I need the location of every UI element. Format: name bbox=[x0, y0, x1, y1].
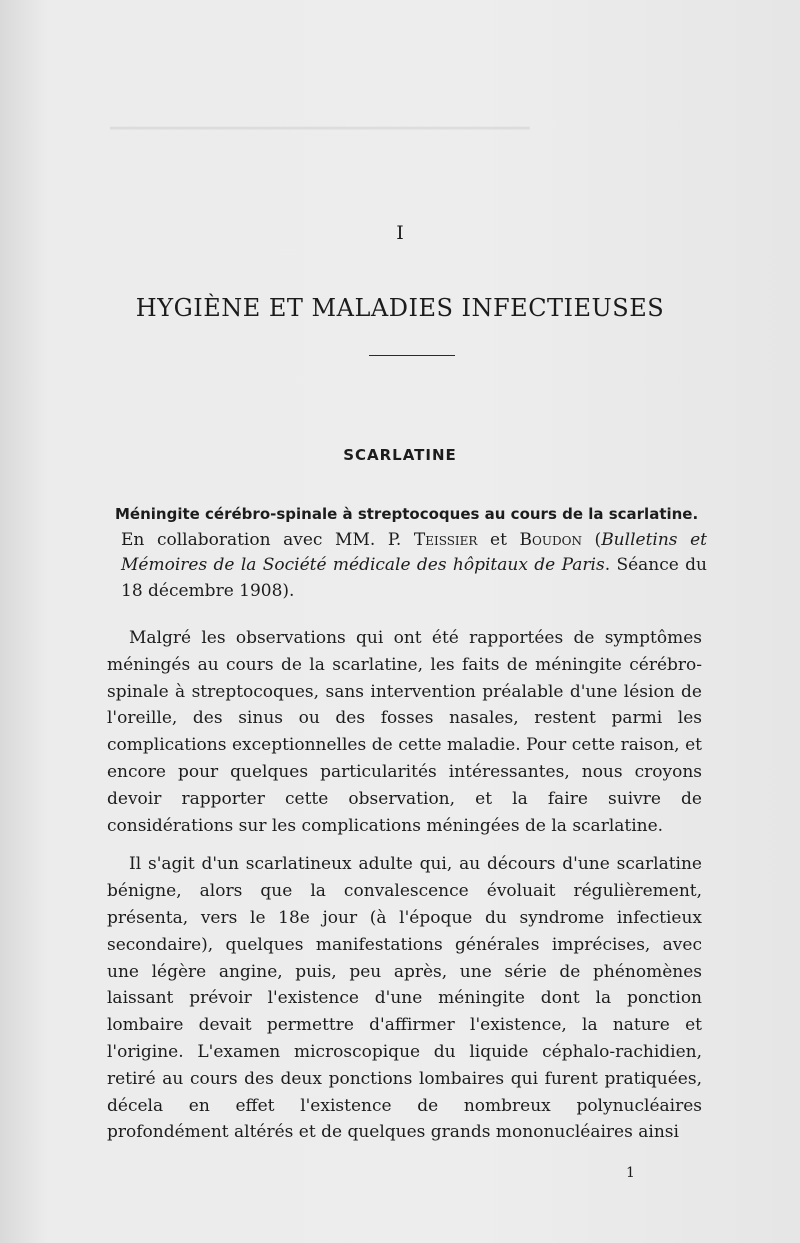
conjunction: et bbox=[477, 529, 520, 550]
title-rule bbox=[369, 355, 455, 356]
entry-citation bbox=[121, 528, 707, 605]
author-teissier: Teissier bbox=[413, 529, 478, 550]
author-boudon: Boudon bbox=[519, 529, 582, 550]
entry-title: Méningite cérébro-spinale à streptocoques au cours de la scarlatine. bbox=[115, 505, 699, 523]
body-text bbox=[107, 625, 702, 1158]
collab-prefix: En collaboration avec MM. P. bbox=[121, 529, 414, 550]
chapter-title: HYGIÈNE ET MALADIES INFECTIEUSES bbox=[135, 294, 665, 322]
page-number: 1 bbox=[626, 1165, 635, 1181]
bibliographic-entry bbox=[115, 502, 708, 604]
paragraph-2: Il s'agit d'un scarlatineux adulte qui, au décours d'une scarlatine bénigne, alors que la convalescence évoluait régulièrement, présenta, vers le 18e jour (à l'époque du syndrome infectieux secondaire), quelques manifestations générales imprécises, avec une légère angine, puis, peu après, une série de phénomènes laissant prévoir l'existence d'une méningite dont la ponction lombaire devait permettre d'affirmer l'existence, la nature et l'origine. L'examen microscopique du liquide céphalo-rachidien, retiré au cours des deux ponctions lombaires qui furent pratiquées, décela en effet l'existence de nombreux polynucléaires profondément altérés et de quelques grands mononucléaires ainsi bbox=[107, 854, 702, 1143]
source-open: ( bbox=[581, 529, 602, 550]
source-journal: Bulletins et Mémoires de la Société médicale des hôpitaux de Paris bbox=[121, 529, 707, 575]
session-date: . Séance du 18 décembre 1908). bbox=[121, 555, 708, 601]
section-title: SCARLATINE bbox=[343, 446, 457, 464]
show-through-texture: ━━━━━━━━━━━━━━━━━━━━━━━━━━━━━━━━━━━━━━━━━ bbox=[110, 119, 530, 139]
paragraph-1: Malgré les observations qui ont été rapportées de symptômes méningés au cours de la scarlatine, les faits de méningite cérébro-spinale à streptocoques, sans intervention préalable d'une lésion de l'oreille, des sinus ou des fosses nasales, restent parmi les complications exceptionnelles de cette maladie. Pour cette raison, et encore pour quelques particularités intéressantes, nous croyons devoir rapporter cette observation, et la faire suivre de considérations sur les complications méningées de la scarlatine. bbox=[107, 628, 702, 836]
chapter-number: I bbox=[396, 222, 404, 244]
